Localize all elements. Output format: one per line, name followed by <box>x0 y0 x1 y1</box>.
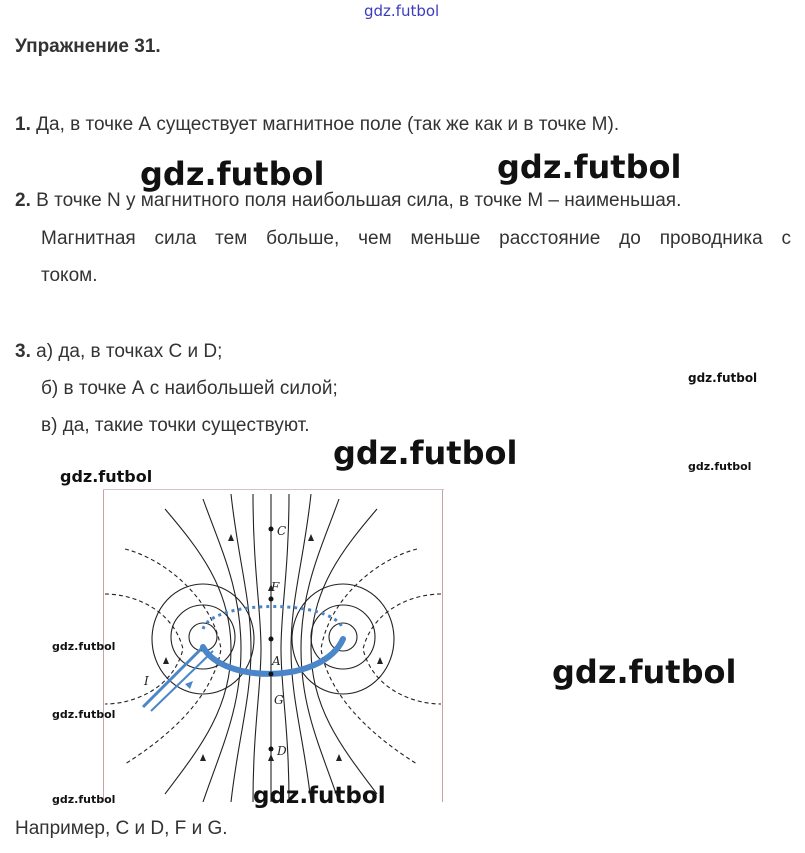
watermark-1: gdz.futbol <box>140 155 325 193</box>
answer-3-text-1: а) да, в точках С и D; <box>36 341 223 362</box>
current-arrow <box>185 681 193 689</box>
watermark-2: gdz.futbol <box>497 148 682 186</box>
arrow-axis-2 <box>268 754 274 761</box>
label-d: D <box>277 744 287 758</box>
arrow-l3-bottom <box>200 754 206 761</box>
point-above-a <box>269 637 274 642</box>
answer-2-line-3: током. <box>41 265 98 286</box>
watermark-4: gdz.futbol <box>333 434 518 472</box>
arrow-loop-l <box>163 657 169 664</box>
label-f: F <box>271 580 280 594</box>
answer-2-line-2: Магнитная сила тем больше, чем меньше расстояние до проводника с <box>41 228 791 249</box>
arrow-r2 <box>308 534 314 541</box>
answer-2-number: 2. <box>15 190 31 211</box>
answer-3-number: 3. <box>15 341 31 362</box>
answer-1 <box>15 106 619 143</box>
answer-2-line-1 <box>15 182 681 219</box>
watermark-5: gdz.futbol <box>688 460 752 473</box>
point-d <box>269 747 274 752</box>
answer-3-line-2: б) в точке А с наибольшей силой; <box>41 378 338 399</box>
arrow-l2 <box>228 534 234 541</box>
point-c <box>269 527 274 532</box>
label-a: A <box>272 654 281 668</box>
watermark-3: gdz.futbol <box>688 371 758 385</box>
watermark-11: gdz.futbol <box>253 783 386 809</box>
current-lead-1 <box>143 647 203 707</box>
page-title: Упражнение 31. <box>15 36 161 57</box>
magnetic-field-figure <box>103 489 444 802</box>
watermark-7: gdz.futbol <box>52 640 116 653</box>
label-i: I <box>144 674 149 688</box>
watermark-8: gdz.futbol <box>552 653 737 691</box>
label-g: G <box>274 693 284 707</box>
point-a <box>269 672 274 677</box>
answer-2-text-1: В точке N у магнитного поля наибольшая сила, в точке М – наименьшая. <box>36 190 682 211</box>
answer-3-line-1 <box>15 333 222 370</box>
current-lead-2 <box>151 651 213 711</box>
answer-3-line-3: в) да, такие точки существуют. <box>41 415 310 436</box>
current-loop-back <box>203 607 343 630</box>
top-watermark: gdz.futbol <box>364 2 440 20</box>
field-lines <box>105 494 441 802</box>
arrow-r3-bottom <box>336 754 342 761</box>
point-f <box>269 597 274 602</box>
label-c: C <box>277 524 287 538</box>
field-line-r6 <box>363 594 441 704</box>
field-line-l1 <box>253 494 261 802</box>
watermark-9: gdz.futbol <box>52 708 116 721</box>
footer-answer: Например, C и D, F и G. <box>15 818 228 839</box>
answer-1-number: 1. <box>15 114 31 135</box>
watermark-6: gdz.futbol <box>60 467 153 486</box>
field-arrows <box>163 534 383 761</box>
watermark-10: gdz.futbol <box>52 793 116 806</box>
arrow-loop-r <box>377 657 383 664</box>
answer-1-text: Да, в точке А существует магнитное поле (так же как и в точке М). <box>36 114 620 135</box>
